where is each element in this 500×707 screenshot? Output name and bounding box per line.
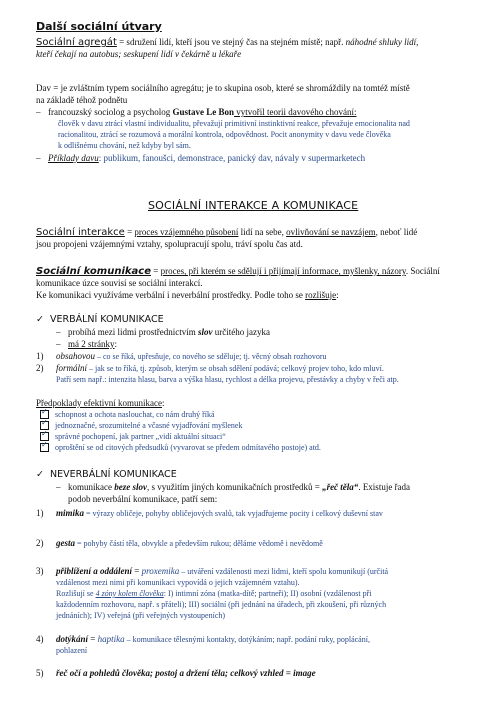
communication-line-1 <box>36 266 440 277</box>
prereq-2 <box>40 421 242 431</box>
interaction-influence: ovlivňování se navzájem <box>286 227 376 237</box>
lebon-bullet: – francouzský sociolog a psycholog Gustave Le Bon vytvořil teorii davového chování: <box>36 107 357 117</box>
lebon-description-1: člověk v davu ztrácí vlastní individualitu, převažují primitivní instinktivní reakce, převažuje emocionalita nad <box>58 119 410 128</box>
aggregate-definition: = sdružení lidí, kteří jsou ve stejný čas na stejném místě; např. <box>116 37 346 47</box>
item-number-7: 5) <box>36 668 44 678</box>
colon-2: : <box>114 339 118 349</box>
body-language: „řeč těla“ <box>322 482 359 492</box>
checkbox-icon <box>40 443 49 452</box>
interaction-process: proces vzájemného působení <box>134 227 239 237</box>
verbal-desc-text: probíhá mezi lidmi prostřednictvím <box>68 327 198 337</box>
mimicry-term: mimika <box>56 508 85 518</box>
verbal-desc-1: – probíhá mezi lidmi prostřednictvím slov určitého jazyka <box>56 327 270 337</box>
item-number-4: 2) <box>36 538 44 548</box>
nonverbal-desc-text-2: , s využitím jiných komunikačních prostředků = <box>147 482 323 492</box>
lebon-description-2: racionalitou, ztrácí se rozumová a morální kontrola, odpovědnost. Pocit anonymity v davu vede člověka <box>58 130 391 139</box>
interaction-text: lidí na sebe, <box>238 227 287 237</box>
nonverbal-item-5 <box>36 668 316 679</box>
crowd-examples-list: : publikum, fanoušci, demonstrace, panický dav, návaly v supermarketech <box>98 153 366 163</box>
proxemics-term: přiblížení a oddálení <box>56 566 133 576</box>
lebon-name: Gustave Le Bon <box>172 107 234 117</box>
item-number: 1) <box>36 351 44 361</box>
lebon-intro: francouzský sociolog a psycholog <box>48 107 173 117</box>
verbal-desc-2: – má 2 stránky: <box>56 339 118 349</box>
item-number-5: 3) <box>36 566 44 576</box>
distinguish-word: rozlišuje <box>305 290 337 300</box>
section-title-interaction: SOCIÁLNÍ INTERAKCE A KOMUNIKACE <box>148 199 359 212</box>
proxemics-zones-3: jednáních); IV) veřejná (při veřejných vystoupeních) <box>56 611 226 620</box>
content-aspect: obsahovou <box>56 351 95 361</box>
aggregate-line-1 <box>36 37 418 48</box>
communication-means: Ke komunikaci využíváme verbální i neverbální prostředky. Podle toho se <box>36 290 306 300</box>
crowd-definition-1: Dav = je zvláštním typem sociálního agregátu; je to skupina osob, které se shromáždily na tomtéž místě <box>36 83 410 93</box>
zones-intro: Rozlišují se <box>56 589 96 598</box>
formal-aspect: formální <box>56 363 88 373</box>
two-aspects: má 2 stránky <box>68 339 115 349</box>
proxemics-desc: – utváření vzdálenosti mezi lidmi, kteří spolu komunikují (určitá <box>179 567 389 576</box>
item-number-3: 1) <box>36 508 44 518</box>
nonverbal-item-4 <box>36 634 370 645</box>
interaction-line-1 <box>36 227 417 238</box>
formal-aspect-desc: – jak se to říká, tj. způsob, kterým se obsah sdělení podává; celkový projev toho, kdo mluví. <box>87 364 384 373</box>
interaction-term: Sociální interakce <box>36 227 125 238</box>
item-number-6: 4) <box>36 634 44 644</box>
verbal-title: ✓ VERBÁLNÍ KOMUNIKACE <box>36 314 164 325</box>
nonverbal-item-1 <box>36 508 383 519</box>
nonverbal-item-2 <box>36 538 323 549</box>
aggregate-term: Sociální agregát <box>36 37 117 48</box>
verbal-words: slov <box>197 327 213 337</box>
gestures-desc: = pohyby částí těla, obvykle a především rukou; děláme vědomě i nevědomě <box>75 539 323 548</box>
crowd-examples-term: Příklady davu <box>48 153 99 163</box>
prereq-4-text: oproštění se od citových předsudků (vyvarovat se předem odmítavého postoje) atd. <box>55 443 321 452</box>
communication-line-3 <box>36 290 339 301</box>
colon-3: : <box>161 398 165 408</box>
equals-sign: = <box>124 227 135 237</box>
prereq-3 <box>40 432 226 442</box>
verbal-desc-text-2: určitého jazyka <box>212 327 270 337</box>
communication-text: . Sociální <box>405 266 440 276</box>
nonverbal-desc-text: komunikace <box>68 482 115 492</box>
crowd-definition-2: na základě téhož podnětu <box>36 95 128 105</box>
eye-language: řeč očí a pohledů člověka; postoj a držení těla; celkový vzhled = image <box>56 668 316 678</box>
haptics-desc: – komunikace tělesnými kontakty, dotýkáním; např. podání ruky, poplácání, <box>124 635 370 644</box>
haptics-desc-2: pohlazení <box>56 646 88 655</box>
nonverbal-desc-text-3: . Existuje řada <box>358 482 411 492</box>
equals-sign-4: = <box>88 634 98 644</box>
proxemics-word: proxemika <box>141 566 180 576</box>
verbal-aspect-1 <box>36 351 327 362</box>
proxemics-zones-2: každodenním rozhovoru, např. s přáteli); III) sociální (při jednání na úřadech, při zkoušení, při různých <box>56 600 387 609</box>
touching-term: dotýkání <box>56 634 89 644</box>
gestures-term: gesta <box>56 538 75 548</box>
proxemics-zones <box>56 589 371 598</box>
prereq-1-text: schopnost a ochota naslouchat, co nám druhý říká <box>55 410 215 419</box>
equals-sign-2: = <box>151 266 161 276</box>
without-words: beze slov <box>114 482 147 492</box>
lebon-description-3: k odlišnému chování, než kdyby byl sám. <box>58 141 191 150</box>
effective-comm-title <box>36 398 164 409</box>
interaction-line-2: jsou propojeni vzájemnými vztahy, spolupracují spolu, tráví spolu čas atd. <box>36 239 303 249</box>
proxemics-desc-2: vzdálenost mezi nimi při komunikaci vypovídá o jejich vzájemném vztahu). <box>56 578 300 587</box>
aggregate-line-2: kteří čekají na autobus; seskupení lidí v čekárně u lékaře <box>36 49 242 59</box>
crowd-examples: – Příklady davu: publikum, fanoušci, demonstrace, panický dav, návaly v supermarketech <box>36 153 366 163</box>
section-title-social-units: Další sociální útvary <box>36 20 162 33</box>
communication-line-2: komunikace úzce souvisí se sociální interakcí. <box>36 278 203 288</box>
zones-term: 4 zóny kolem člověka <box>95 589 164 598</box>
nonverbal-desc-1: – komunikace beze slov, s využitím jiných komunikačních prostředků = „řeč těla“. Existuje řada <box>56 482 411 492</box>
formal-aspect-desc-2: Patří sem např.: intenzita hlasu, barva a výška hlasu, rychlost a délka projevu, přestávky a chyby v řeči atp. <box>56 375 399 384</box>
nonverbal-item-3 <box>36 566 388 577</box>
haptics-word: haptika <box>97 634 125 644</box>
colon: : <box>336 290 339 300</box>
communication-process: proces, při kterém se sdělují i přijímají informace, myšlenky, názory <box>160 266 406 276</box>
nonverbal-title: ✓ NEVERBÁLNÍ KOMUNIKACE <box>36 469 177 480</box>
lebon-theory: vytvořil teorii davového chování: <box>234 107 357 117</box>
prereq-4 <box>40 443 321 453</box>
item-number-2: 2) <box>36 363 44 373</box>
prereq-1 <box>40 410 215 420</box>
verbal-aspect-2 <box>36 363 384 374</box>
aggregate-example: náhodné shluky lidí, <box>345 37 419 47</box>
effective-comm-label: Předpoklady efektivní komunikace <box>36 398 162 408</box>
communication-term: Sociální komunikace <box>36 266 151 277</box>
zones-desc: : I) intimní zóna (matka-dítě; partneři); II) osobní (vzdálenost při <box>163 589 372 598</box>
equals-sign-3: = <box>132 566 142 576</box>
prereq-2-text: jednoznačné, srozumitelné a včasné vyjadřování myšlenek <box>55 421 243 430</box>
interaction-text-2: , neboť lidé <box>375 227 418 237</box>
nonverbal-desc-2: podob neverbální komunikace, patří sem: <box>68 494 218 504</box>
content-aspect-desc: – co se říká, upřesňuje, co nového se sděluje; tj. věcný obsah rozhovoru <box>95 352 327 361</box>
mimicry-desc: = výrazy obličeje, pohyby obličejových svalů, tak vyjadřujeme pocity i celkový duševní stav <box>84 509 383 518</box>
prereq-3-text: správné pochopení, jak partner „vidí aktuální situaci“ <box>55 432 226 441</box>
